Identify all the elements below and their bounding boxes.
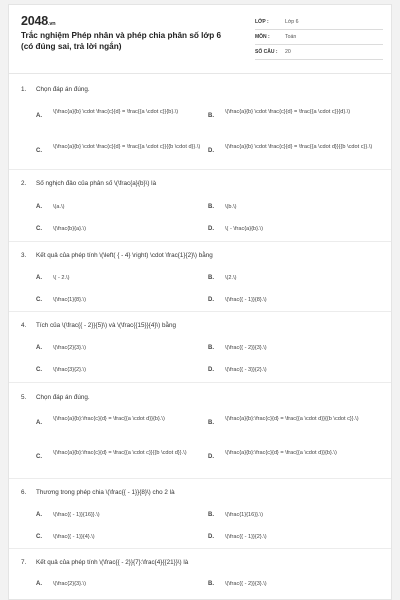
option-text: \(\frac{a}{b} \cdot \frac{c}{d} = \frac{{a \cdot c}}{d}.\) xyxy=(225,109,351,115)
logo-tld: .vn xyxy=(48,21,56,27)
option-label: A. xyxy=(36,204,42,210)
meta-row-subject xyxy=(255,30,383,45)
question-number: 4. xyxy=(21,322,27,329)
option-text: \(\frac{a}{b} \cdot \frac{c}{d} = \frac{{a \cdot c}}{b}.\) xyxy=(53,109,179,115)
option-label: D. xyxy=(208,367,214,373)
question-text: Chọn đáp án đúng. xyxy=(36,394,90,401)
option-label: C. xyxy=(36,534,42,540)
option-text: \(a.\) xyxy=(53,204,65,210)
question-number: 6. xyxy=(21,489,27,496)
question-divider xyxy=(9,169,392,170)
question-number: 3. xyxy=(21,252,27,259)
option-label: B. xyxy=(208,512,214,518)
option-text: \(b.\) xyxy=(225,204,237,210)
question-stem xyxy=(21,86,90,93)
option-text: \(\frac{a}{b} \cdot \frac{c}{d} = \frac{{a \cdot d}}{{b \cdot c}}.\) xyxy=(225,144,373,150)
meta-key: LỚP : xyxy=(255,19,269,25)
site-logo[interactable] xyxy=(21,14,55,28)
meta-row-class xyxy=(255,15,383,30)
option-label: D. xyxy=(208,534,214,540)
question-text: Số nghịch đảo của phân số \(\frac{a}{b}\) là xyxy=(36,180,157,187)
option-text: \(\frac{1}{16}}.\) xyxy=(225,512,263,518)
option-label: D. xyxy=(208,454,214,460)
question-number: 2. xyxy=(21,180,27,187)
option-text: \(\frac{3}{2}.\) xyxy=(53,367,86,373)
question-text: Kết quả của phép tính \(\frac{{ - 2}}{7}:\frac{4}{{21}}\) là xyxy=(36,559,189,566)
option-text: \(\frac{{ - 2}}{3}.\) xyxy=(225,581,267,587)
option-label: B. xyxy=(208,275,214,281)
option-text: \(\frac{{ - 1}}{2}.\) xyxy=(225,534,267,540)
header-divider xyxy=(9,73,392,74)
question-divider xyxy=(9,548,392,549)
option-label: C. xyxy=(36,454,42,460)
question-number: 1. xyxy=(21,86,27,93)
option-label: A. xyxy=(36,345,42,351)
worksheet-title: Trắc nghiệm Phép nhân và phép chia phân số lớp 6 (có đúng sai, trả lời ngắn) xyxy=(21,31,222,51)
meta-value: Toán xyxy=(285,34,297,40)
option-text: \(\frac{a}{b}:\frac{c}{d} = \frac{{a \cdot d}}{b}.\) xyxy=(53,416,165,422)
question-number: 7. xyxy=(21,559,27,566)
option-label: B. xyxy=(208,420,214,426)
option-text: \( - \frac{a}{b}.\) xyxy=(225,226,263,232)
option-label: B. xyxy=(208,204,214,210)
option-text: \(\frac{{ - 1}}{4}.\) xyxy=(53,534,95,540)
option-text: \( - 2.\) xyxy=(53,275,70,281)
option-label: D. xyxy=(208,226,214,232)
option-label: D. xyxy=(208,148,214,154)
meta-row-count xyxy=(255,45,383,60)
option-text: \(\frac{1}{8}.\) xyxy=(53,297,86,303)
option-text: \(\frac{a}{b}:\frac{c}{d} = \frac{{a \cdot d}}{{b \cdot c}}.\) xyxy=(225,416,359,422)
question-stem xyxy=(21,489,175,496)
worksheet-header xyxy=(9,5,392,73)
meta-value: Lớp 6 xyxy=(285,19,299,25)
option-label: B. xyxy=(208,581,214,587)
option-label: B. xyxy=(208,345,214,351)
question-text: Chọn đáp án đúng. xyxy=(36,86,90,93)
option-text: \(\frac{{ - 1}}{8}.\) xyxy=(225,297,267,303)
question-stem xyxy=(21,252,213,259)
question-text: Kết quả của phép tính \(\left( { - 4} \right) \cdot \frac{1}{2}\) bằng xyxy=(36,252,213,259)
question-stem xyxy=(21,322,176,329)
question-divider xyxy=(9,241,392,242)
worksheet-page xyxy=(8,4,392,600)
meta-value: 20 xyxy=(285,49,291,55)
worksheet-meta xyxy=(255,15,383,60)
meta-key: SỐ CÂU : xyxy=(255,49,278,55)
question-stem xyxy=(21,180,156,187)
option-text: \(2.\) xyxy=(225,275,237,281)
question-divider xyxy=(9,478,392,479)
option-text: \(\frac{a}{b} \cdot \frac{c}{d} = \frac{{a \cdot c}}{{b \cdot d}}.\) xyxy=(53,144,201,150)
option-text: \(\frac{a}{b}:\frac{c}{d} = \frac{{a \cdot d}}{b}.\) xyxy=(225,450,337,456)
question-number: 5. xyxy=(21,394,27,401)
option-label: C. xyxy=(36,148,42,154)
option-label: A. xyxy=(36,113,42,119)
question-divider xyxy=(9,382,392,383)
option-text: \(\frac{{ - 3}}{2}.\) xyxy=(225,367,267,373)
option-label: C. xyxy=(36,367,42,373)
option-text: \(\frac{a}{b}:\frac{c}{d} = \frac{{a \cdot c}}{{b \cdot d}}.\) xyxy=(53,450,187,456)
option-label: B. xyxy=(208,113,214,119)
question-stem xyxy=(21,394,90,401)
option-label: C. xyxy=(36,297,42,303)
question-stem xyxy=(21,559,188,566)
option-label: D. xyxy=(208,297,214,303)
question-divider xyxy=(9,311,392,312)
option-text: \(\frac{2}{3}.\) xyxy=(53,581,86,587)
option-label: A. xyxy=(36,275,42,281)
option-label: A. xyxy=(36,512,42,518)
option-text: \(\frac{b}{a}.\) xyxy=(53,226,86,232)
option-label: C. xyxy=(36,226,42,232)
option-label: A. xyxy=(36,581,42,587)
option-text: \(\frac{{ - 2}}{3}.\) xyxy=(225,345,267,351)
option-text: \(\frac{{ - 1}}{16}}.\) xyxy=(53,512,100,518)
meta-key: MÔN : xyxy=(255,34,270,40)
question-text: Thương trong phép chia \(\frac{{ - 1}}{8}\) cho 2 là xyxy=(36,489,175,496)
option-label: A. xyxy=(36,420,42,426)
option-text: \(\frac{2}{3}.\) xyxy=(53,345,86,351)
question-text: Tích của \(\frac{{ - 2}}{5}\) và \(\frac{{15}}{4}\) bằng xyxy=(36,322,177,329)
logo-number: 2048 xyxy=(21,14,49,28)
